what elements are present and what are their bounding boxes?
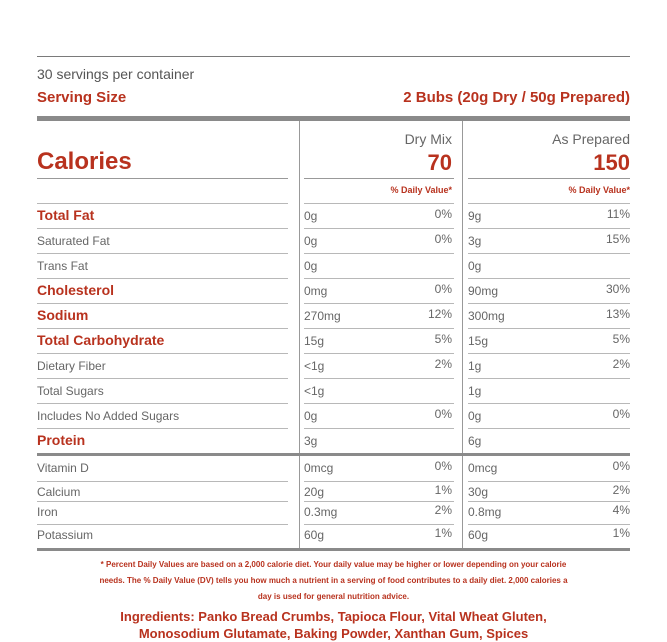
row-rule bbox=[37, 481, 288, 482]
row-rule-dry bbox=[304, 378, 454, 379]
vitamin-name: Vitamin D bbox=[37, 461, 89, 475]
nutrient-name: Dietary Fiber bbox=[37, 359, 106, 373]
calories-rule bbox=[37, 178, 288, 179]
vitamin-prep-dv: 4% bbox=[612, 503, 630, 517]
ingredients-line-2: Monosodium Glutamate, Baking Powder, Xanthan Gum, Spices bbox=[138, 626, 529, 641]
nutrient-dry-amount: 15g bbox=[304, 334, 325, 348]
nutrient-dry-amount: 3g bbox=[304, 434, 318, 448]
row-rule-prep bbox=[468, 501, 630, 502]
nutrient-name: Total Carbohydrate bbox=[37, 332, 165, 348]
nutrient-prep-dv: 15% bbox=[605, 232, 630, 246]
vitamin-dry-amount: 0.3mg bbox=[304, 505, 338, 519]
nutrient-prep-dv: 11% bbox=[606, 207, 630, 221]
top-rule bbox=[37, 56, 630, 57]
vitamin-prep-dv: 1% bbox=[612, 526, 630, 540]
calories-rule-prep bbox=[468, 178, 630, 179]
row-rule bbox=[37, 353, 288, 354]
row-rule bbox=[37, 403, 288, 404]
servings-per-container: 30 servings per container bbox=[37, 66, 195, 82]
nutrient-dry-dv: 0% bbox=[434, 207, 452, 221]
row-rule-dry bbox=[304, 278, 454, 279]
row-rule bbox=[37, 253, 288, 254]
nutrient-prep-amount: 1g bbox=[468, 384, 482, 398]
nutrient-prep-dv: 0% bbox=[612, 407, 630, 421]
footnote bbox=[37, 557, 630, 605]
nutrient-dry-dv: 5% bbox=[434, 332, 452, 346]
nutrient-name: Total Fat bbox=[37, 207, 95, 223]
nutrient-dry-amount: 0mg bbox=[304, 284, 328, 298]
row-rule-dry bbox=[304, 501, 454, 502]
dry-mix-header: Dry Mix bbox=[404, 131, 452, 147]
row-rule bbox=[37, 501, 288, 502]
nutrient-prep-amount: 1g bbox=[468, 359, 482, 373]
nutrient-prep-dv: 5% bbox=[612, 332, 630, 346]
row-rule-dry bbox=[304, 403, 454, 404]
nutrient-dry-amount: 0g bbox=[304, 409, 318, 423]
row-rule-prep bbox=[468, 403, 630, 404]
row-rule-prep bbox=[468, 228, 630, 229]
row-rule-prep bbox=[468, 524, 630, 525]
vitamin-dry-dv: 1% bbox=[434, 526, 452, 540]
vitamin-dry-dv: 1% bbox=[434, 483, 452, 497]
nutrient-prep-amount: 0g bbox=[468, 259, 482, 273]
calories-label: Calories bbox=[37, 148, 132, 175]
footnote-line-2: needs. The % Daily Value (DV) tells you how much a nutrient in a serving of food contributes to a daily diet. 2,000 calories a bbox=[99, 576, 568, 585]
dv-header-dry: % Daily Value* bbox=[390, 185, 452, 195]
row-rule-prep bbox=[468, 278, 630, 279]
as-prepared-header: As Prepared bbox=[552, 131, 630, 147]
nutrient-prep-amount: 300mg bbox=[468, 309, 505, 323]
vitamin-name: Iron bbox=[37, 505, 58, 519]
vitamin-prep-amount: 30g bbox=[468, 485, 489, 499]
nutrient-dry-amount: 270mg bbox=[304, 309, 341, 323]
nutrient-prep-amount: 15g bbox=[468, 334, 489, 348]
row-rule bbox=[37, 378, 288, 379]
nutrient-dry-amount: <1g bbox=[304, 359, 325, 373]
vitamin-dry-dv: 2% bbox=[434, 503, 452, 517]
nutrient-prep-dv: 30% bbox=[605, 282, 630, 296]
nutrient-dry-dv: 2% bbox=[434, 357, 452, 371]
row-rule-dry bbox=[304, 524, 454, 525]
row-rule-prep bbox=[468, 328, 630, 329]
nutrient-name: Trans Fat bbox=[37, 259, 88, 273]
ingredients bbox=[37, 608, 630, 642]
row-rule-dry bbox=[304, 303, 454, 304]
thick-rule bbox=[37, 116, 630, 121]
nutrient-prep-amount: 6g bbox=[468, 434, 482, 448]
row-rule bbox=[37, 303, 288, 304]
row-rule bbox=[37, 228, 288, 229]
footnote-line-1: * Percent Daily Values are based on a 2,000 calorie diet. Your daily value may be higher or lower depending on your calorie bbox=[100, 560, 567, 569]
vitamin-prep-dv: 0% bbox=[612, 459, 630, 473]
nutrient-dry-dv: 0% bbox=[434, 232, 452, 246]
row-rule bbox=[37, 524, 288, 525]
vitamin-prep-amount: 60g bbox=[468, 528, 489, 542]
nutrient-prep-amount: 0g bbox=[468, 409, 482, 423]
bottom-rule bbox=[37, 548, 630, 551]
vitamin-dry-dv: 0% bbox=[434, 459, 452, 473]
nutrient-name: Cholesterol bbox=[37, 282, 115, 298]
nutrient-name: Includes No Added Sugars bbox=[37, 409, 180, 423]
serving-size-label: Serving Size bbox=[37, 89, 127, 106]
nutrient-dry-dv: 0% bbox=[434, 407, 452, 421]
vitamin-prep-dv: 2% bbox=[612, 483, 630, 497]
row-rule bbox=[37, 328, 288, 329]
nutrient-dry-amount: <1g bbox=[304, 384, 325, 398]
row-rule-prep bbox=[468, 353, 630, 354]
row-rule-dry bbox=[304, 353, 454, 354]
nutrient-name: Protein bbox=[37, 432, 86, 448]
row-rule-prep bbox=[468, 253, 630, 254]
nutrient-dry-dv: 12% bbox=[427, 307, 452, 321]
ingredients-line-1: Ingredients: Panko Bread Crumbs, Tapioca Flour, Vital Wheat Gluten, bbox=[120, 609, 547, 624]
row-rule-prep bbox=[468, 481, 630, 482]
nutrient-dry-amount: 0g bbox=[304, 209, 318, 223]
row-rule-prep bbox=[468, 428, 630, 429]
prepared-column-divider bbox=[462, 121, 463, 549]
nutrient-dry-amount: 0g bbox=[304, 234, 318, 248]
nutrient-name: Total Sugars bbox=[37, 384, 104, 398]
vitamin-prep-amount: 0mcg bbox=[468, 461, 498, 475]
calories-prepared: 150 bbox=[593, 150, 630, 175]
nutrient-dry-dv: 0% bbox=[434, 282, 452, 296]
calories-rule-dry bbox=[304, 178, 454, 179]
nutrient-prep-dv: 13% bbox=[605, 307, 630, 321]
nutrient-prep-amount: 9g bbox=[468, 209, 482, 223]
vitamin-rule bbox=[37, 453, 630, 456]
nutrient-prep-amount: 3g bbox=[468, 234, 482, 248]
nutrient-prep-dv: 2% bbox=[612, 357, 630, 371]
row-rule bbox=[37, 203, 288, 204]
row-rule-dry bbox=[304, 253, 454, 254]
row-rule bbox=[37, 428, 288, 429]
vitamin-name: Potassium bbox=[37, 528, 94, 542]
vitamin-dry-amount: 0mcg bbox=[304, 461, 334, 475]
row-rule-prep bbox=[468, 303, 630, 304]
calories-dry: 70 bbox=[427, 150, 452, 175]
vitamin-prep-amount: 0.8mg bbox=[468, 505, 502, 519]
vitamin-name: Calcium bbox=[37, 485, 81, 499]
footnote-line-3: day is used for general nutrition advice. bbox=[257, 592, 410, 601]
row-rule-dry bbox=[304, 481, 454, 482]
dry-column-divider bbox=[299, 121, 300, 549]
vitamin-dry-amount: 20g bbox=[304, 485, 325, 499]
serving-size-value: 2 Bubs (20g Dry / 50g Prepared) bbox=[403, 89, 630, 106]
row-rule-dry bbox=[304, 203, 454, 204]
row-rule bbox=[37, 278, 288, 279]
nutrient-name: Sodium bbox=[37, 307, 89, 323]
row-rule-dry bbox=[304, 428, 454, 429]
row-rule-prep bbox=[468, 203, 630, 204]
nutrient-dry-amount: 0g bbox=[304, 259, 318, 273]
nutrient-name: Saturated Fat bbox=[37, 234, 110, 248]
dv-header-prepared: % Daily Value* bbox=[568, 185, 630, 195]
row-rule-prep bbox=[468, 378, 630, 379]
nutrient-prep-amount: 90mg bbox=[468, 284, 499, 298]
row-rule-dry bbox=[304, 328, 454, 329]
vitamin-dry-amount: 60g bbox=[304, 528, 325, 542]
row-rule-dry bbox=[304, 228, 454, 229]
